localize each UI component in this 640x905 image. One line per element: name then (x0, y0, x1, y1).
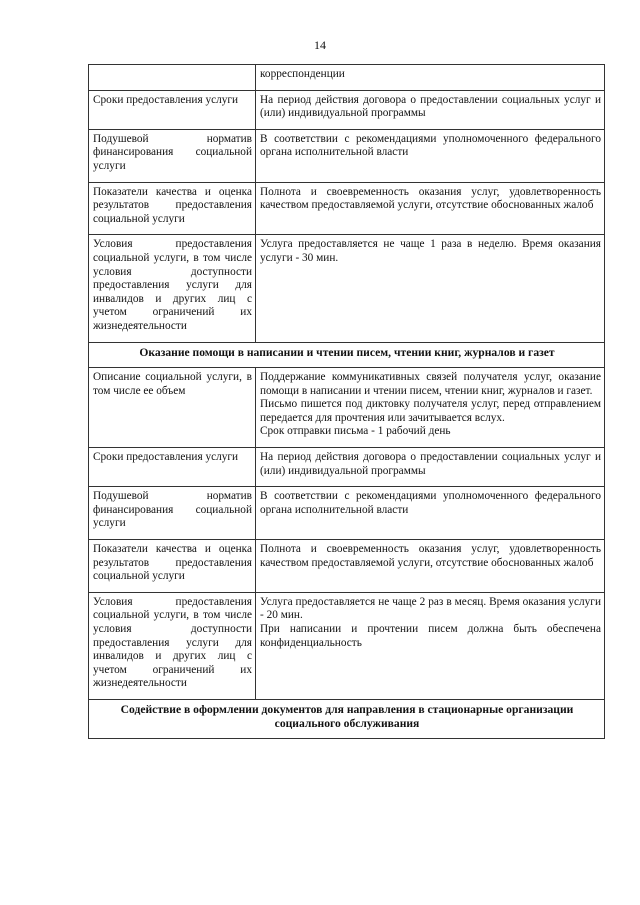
table-row (89, 540, 605, 593)
row-value-cell (256, 368, 605, 448)
table-row (89, 368, 605, 448)
section-header-row (89, 342, 605, 368)
section-header-row (89, 699, 605, 738)
row-value-cell (256, 540, 605, 593)
row-value-cell (256, 90, 605, 129)
table-row (89, 90, 605, 129)
services-table (88, 64, 605, 739)
row-label-cell: Условия предоставления социальной услуги, в том числе условия доступности предоставления услуги для инвалидов и других лиц с учетом ограничений их жизнедеятельности (89, 592, 256, 699)
table-row (89, 129, 605, 182)
row-value-cell (256, 487, 605, 540)
row-value-cell: корреспонденции (256, 65, 605, 91)
row-label-cell: Условия предоставления социальной услуги, в том числе условия доступности предоставления услуги для инвалидов и других лиц с учетом ограничений их жизнедеятельности (89, 235, 256, 342)
value-paragraph: Полнота и своевременность оказания услуг, удовлетворенность качеством предоставляемой услуги, отсутствие обоснованных жалоб (260, 543, 601, 569)
table-row (89, 592, 605, 699)
row-label-cell: Подушевой норматив финансирования социальной услуги (89, 129, 256, 182)
value-paragraph: Срок отправки письма - 1 рабочий день (260, 425, 451, 438)
value-paragraph: В соответствии с рекомендациями уполномоченного федерального органа исполнительной власти (260, 490, 601, 516)
row-label-cell: Описание социальной услуги, в том числе ее объем (89, 368, 256, 448)
row-label-cell: Сроки предоставления услуги (89, 448, 256, 487)
section-title: Содействие в оформлении документов для направления в стационарные организации социального обслуживания (89, 699, 605, 738)
table-row (89, 487, 605, 540)
value-paragraph: Полнота и своевременность оказания услуг, удовлетворенность качеством предоставляемой услуги, отсутствие обоснованных жалоб (260, 185, 601, 212)
value-paragraph: При написании и прочтении писем должна быть обеспечена конфиденциальность (260, 623, 601, 649)
row-label-cell: Показатели качества и оценка результатов предоставления социальной услуги (89, 182, 256, 235)
value-paragraph: Услуга предоставляется не чаще 2 раз в месяц. Время оказания услуги - 20 мин. (260, 595, 601, 622)
value-paragraph: Письмо пишется под диктовку получателя услуг, перед отправлением передается для прочтения или зачитывается вслух. (260, 398, 601, 424)
row-value-cell (256, 448, 605, 487)
page-number: 14 (314, 38, 326, 52)
value-paragraph: Поддержание коммуникативных связей получателя услуг, оказание помощи в написании и чтении писем, чтении книг, журналов и газет. (260, 371, 601, 397)
section-title: Оказание помощи в написании и чтении писем, чтении книг, журналов и газет (89, 342, 605, 368)
row-value-cell (256, 592, 605, 699)
value-paragraph: В соответствии с рекомендациями уполномоченного федерального органа исполнительной власти (260, 132, 601, 159)
table-row (89, 235, 605, 342)
row-label-cell: Сроки предоставления услуги (89, 90, 256, 129)
table-row (89, 65, 605, 91)
value-paragraph: На период действия договора о предоставлении социальных услуг и (или) индивидуальной программы (260, 451, 601, 477)
value-paragraph: На период действия договора о предоставлении социальных услуг и (или) индивидуальной программы (260, 93, 601, 120)
row-value-cell (256, 129, 605, 182)
row-value-cell (256, 182, 605, 235)
row-label-cell: Показатели качества и оценка результатов предоставления социальной услуги (89, 540, 256, 593)
table-row (89, 448, 605, 487)
row-label-cell: Подушевой норматив финансирования социальной услуги (89, 487, 256, 540)
row-value-cell (256, 235, 605, 342)
value-paragraph: Услуга предоставляется не чаще 1 раза в неделю. Время оказания услуги - 30 мин. (260, 238, 601, 264)
row-label-cell (89, 65, 256, 91)
table-row (89, 182, 605, 235)
